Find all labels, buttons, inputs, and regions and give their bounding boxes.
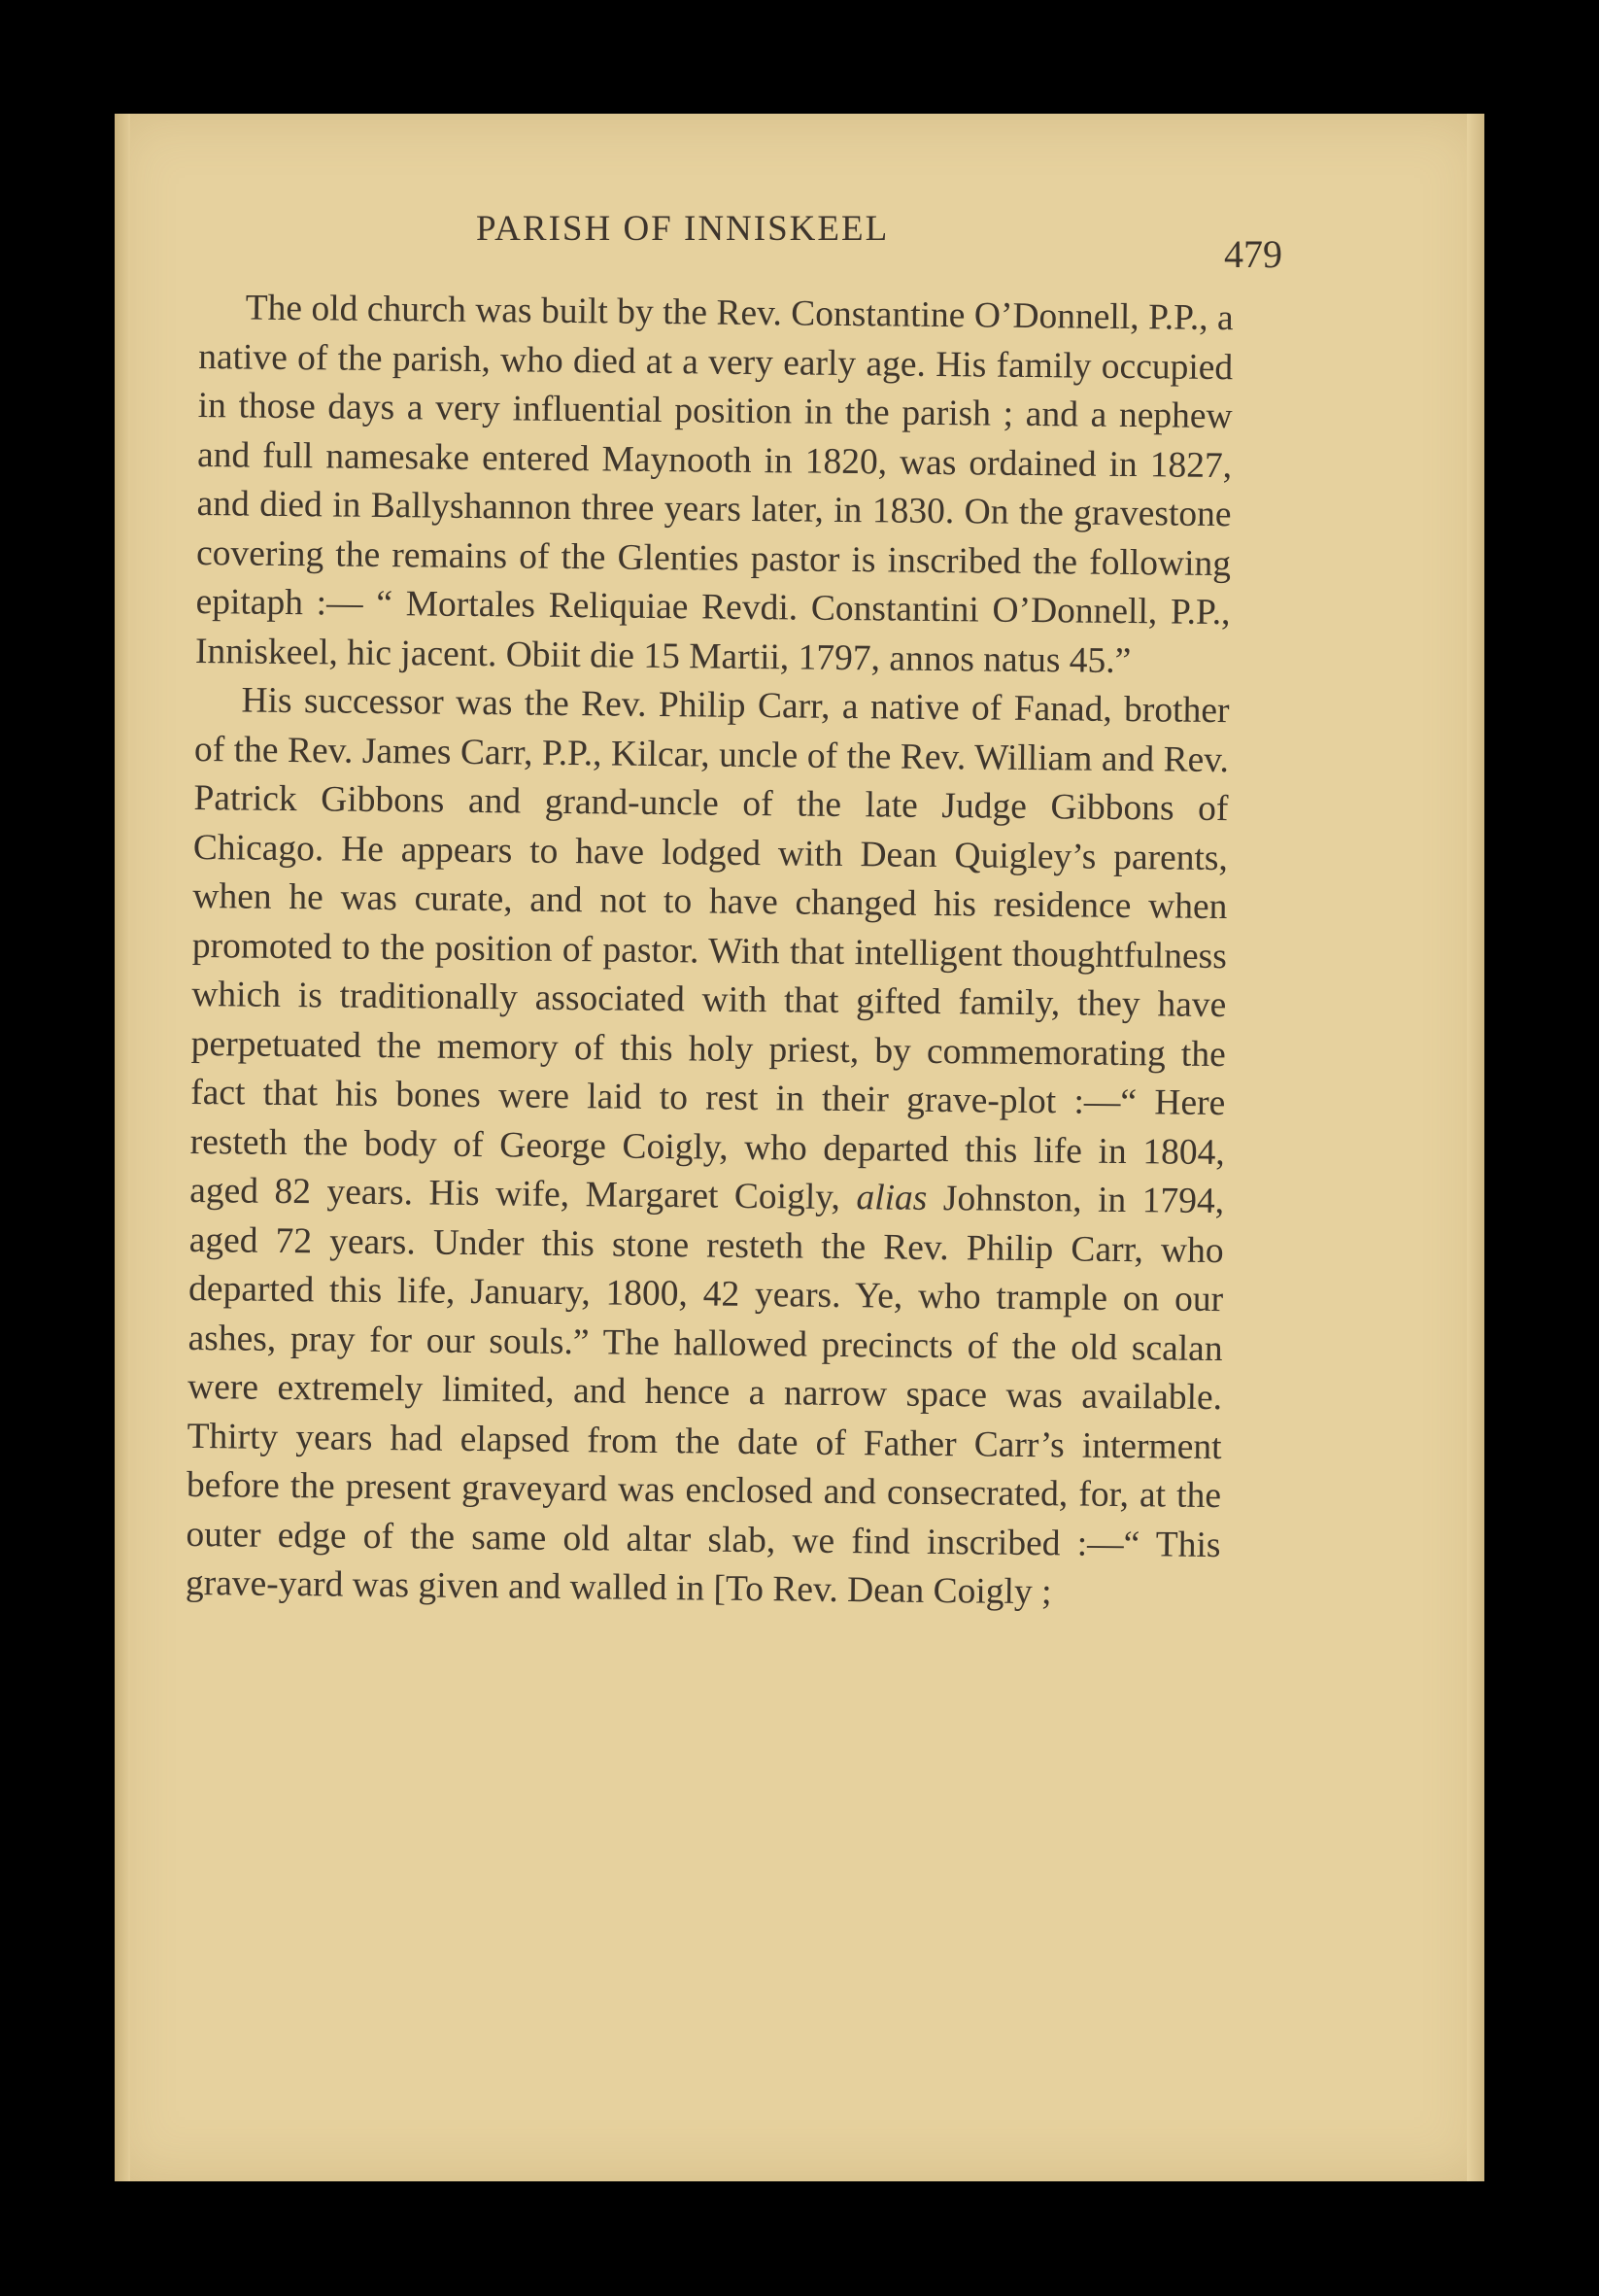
paragraph-old-church xyxy=(195,284,1234,687)
page-number: 479 xyxy=(1224,232,1282,276)
paragraph-text: The old church was built by the Rev. Constantine O’Donnell, P.P., a native of the parish, who died at a very early age. His family occupied in those days a very influential position in the parish ; and a nephew and full namesake entered Maynooth in 1820, was ordained in 1827, and died in Ballyshannon three years later, in 1830. On the gravestone covering the remains of the Glenties pastor is inscribed the following epitaph :— “ Mortales Reliquiae Revdi. Constantini O’Donnell, P.P., Inniskeel, hic jacent. Obiit die 15 Martii, 1797, annos natus 45.” xyxy=(194,288,1234,681)
paragraph-successor xyxy=(186,676,1230,1620)
page-outer-edge xyxy=(1467,114,1484,2181)
page-binding-edge xyxy=(115,114,130,2181)
italic-word: alias xyxy=(856,1178,928,1218)
running-head: PARISH OF INNISKEEL xyxy=(476,209,890,249)
body-text xyxy=(186,284,1234,1620)
paragraph-text: His successor was the Rev. Philip Carr, a native of Fanad, brother of the Rev. James Carr, P.P., Kilcar, uncle of the Rev. William and Rev. Patrick Gibbons and grand-uncle of the late Judge Gibbons of Chicago. He appears to have lodged with Dean Quigley’s parents, when he was curate, and not to have changed his residence when promoted to the position of pastor. With that intelligent thoughtfulness which is traditionally associated with that gifted family, they have perpetuated the memory of this holy priest, by commemorating the fact that his bones were laid to rest in their grave-plot :—“ Here resteth the body of George Coigly, who departed this life in 1804, aged 82 years. His wife, Margaret Coigly, xyxy=(189,680,1230,1218)
page-header xyxy=(194,202,1282,276)
paragraph-text-continued: Johnston, in 1794, aged 72 years. Under this stone resteth the Rev. Philip Carr, who departed this life, January, 1800, 42 years. Ye, who trample on our ashes, pray for our souls.” The hallowed precincts of the old scalan were extremely limited, and hence a narrow space was available. Thirty years had elapsed from the date of Father Carr’s interment before the present graveyard was enclosed and consecrated, for, at the outer edge of the same old altar slab, we find inscribed :—“ This grave-yard was given and walled in [To Rev. Dean Coigly ; xyxy=(185,1178,1225,1613)
